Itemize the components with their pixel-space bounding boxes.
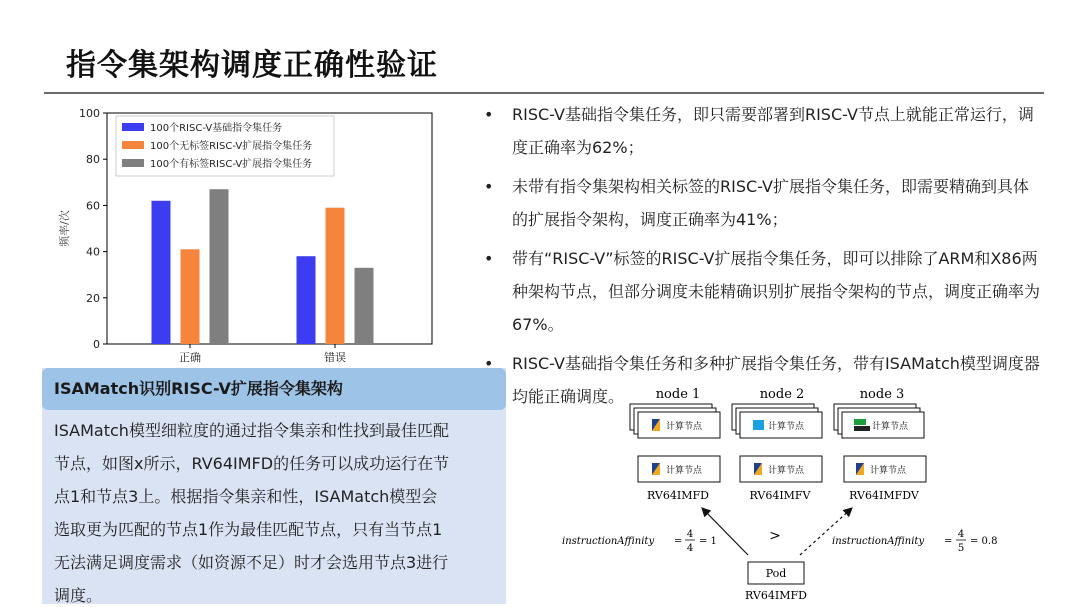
scheduling-diagram: [560, 382, 1040, 607]
y-tick-label: 20: [86, 291, 100, 305]
intel-logo-icon: [753, 420, 764, 430]
compare-symbol: >: [769, 528, 781, 544]
legend-label: 100个无标签RISC-V扩展指令集任务: [150, 141, 313, 152]
callout-line: 选取更为匹配的节点1作为最佳匹配节点，只有当节点1: [54, 520, 443, 539]
bullet-item: • 带有“RISC-V”标签的RISC-V扩展指令集任务，即可以排除了ARM和X86两种架构节点，但部分调度未能精确识别扩展指令架构的节点，调度正确率为67%。: [484, 242, 1044, 341]
callout-box: [42, 368, 506, 604]
scheduling-diagram-svg: [560, 382, 1040, 607]
pod-isa-label: RV64IMFD: [745, 589, 807, 602]
bar-chart-svg: [40, 100, 460, 370]
node-1-card: [638, 456, 720, 482]
legend-swatch: [122, 159, 144, 167]
callout-line: 调度。: [54, 586, 103, 605]
node-label: node 1: [655, 387, 701, 402]
bullet-item: • RISC-V基础指令集任务，即只需要部署到RISC-V节点上就能正常运行，调度正确率为62%；: [484, 98, 1044, 164]
affinity-result: = 0.8: [970, 536, 998, 547]
bullet-item: • 未带有指令集架构相关标签的RISC-V扩展指令集任务，即需要精确到具体的扩展指令架构，调度正确率为41%；: [484, 170, 1044, 236]
arrow-to-node-3: [800, 508, 852, 555]
affinity-name: instructionAffinity: [832, 536, 925, 547]
node-card-text: 计算节点: [870, 466, 907, 476]
bar-chart: [40, 100, 460, 370]
node-label: node 2: [759, 387, 805, 402]
callout-line: 点1和节点3上。根据指令集亲和性，ISAMatch模型会: [54, 487, 438, 506]
y-tick-label: 40: [86, 245, 100, 259]
bar: [152, 201, 171, 344]
equals-sign: =: [674, 536, 683, 547]
node-3-stack: [834, 404, 924, 438]
fraction-numerator: 4: [686, 529, 694, 540]
y-tick-label: 60: [86, 199, 100, 213]
equals-sign: =: [944, 536, 953, 547]
bullet-item: • RISC-V基础指令集任务和多种扩展指令集任务，带有ISAMatch模型调度器均能正确调度。: [484, 347, 1044, 413]
fraction-denominator: 5: [957, 543, 965, 554]
bar: [210, 189, 229, 344]
y-axis-label: 频率/次: [58, 210, 71, 247]
bar: [181, 249, 200, 344]
title-divider: [44, 92, 1044, 94]
affinity-left-formula: [562, 529, 717, 554]
fraction-denominator: 4: [686, 543, 694, 554]
node-card-text: 计算节点: [768, 466, 805, 476]
pod-label: Pod: [765, 567, 787, 580]
callout-line: 无法满足调度需求（如资源不足）时才会选用节点3进行: [54, 553, 449, 572]
node-card-text: 计算节点: [666, 466, 703, 476]
x-tick-label: 正确: [179, 351, 201, 364]
node-1-stack: [630, 404, 720, 438]
node-card-text: 计算节点: [768, 422, 805, 432]
slide-title: 指令集架构调度正确性验证: [66, 48, 438, 83]
node-card-text: 计算节点: [872, 422, 909, 432]
y-tick-label: 100: [79, 107, 100, 120]
bullet-list: [484, 98, 1044, 419]
legend-label: 100个RISC-V基础指令集任务: [150, 123, 283, 134]
node-isa-label: RV64IMFDV: [849, 489, 919, 502]
legend-swatch: [122, 141, 144, 149]
affinity-name: instructionAffinity: [562, 536, 655, 547]
node-isa-label: RV64IMFV: [749, 489, 811, 502]
node-3-card: [844, 456, 926, 482]
node-isa-label: RV64IMFD: [647, 489, 709, 502]
fraction-numerator: 4: [957, 529, 965, 540]
bar: [297, 256, 316, 344]
node-2-stack: [732, 404, 822, 438]
y-tick-label: 0: [93, 338, 100, 351]
callout-heading: ISAMatch识别RISC-V扩展指令集架构: [42, 368, 506, 410]
legend-label: 100个有标签RISC-V扩展指令集任务: [150, 159, 313, 170]
y-tick-label: 80: [86, 153, 100, 167]
x-tick-label: 错误: [324, 351, 346, 364]
affinity-result: = 1: [699, 536, 717, 547]
riscv-logo-icon: [652, 419, 660, 431]
affinity-right-formula: [832, 529, 997, 554]
node-card-text: 计算节点: [666, 422, 703, 432]
callout-line: 节点，如图x所示，RV64IMFD的任务可以成功运行在节: [54, 454, 450, 473]
arrow-to-node-1: [702, 508, 748, 555]
bar: [355, 268, 374, 344]
bar: [326, 208, 345, 344]
callout-body: [42, 410, 506, 607]
legend-swatch: [122, 123, 144, 131]
node-2-card: [740, 456, 822, 482]
node-label: node 3: [859, 387, 905, 402]
callout-line: ISAMatch模型细粒度的通过指令集亲和性找到最佳匹配: [54, 421, 449, 440]
